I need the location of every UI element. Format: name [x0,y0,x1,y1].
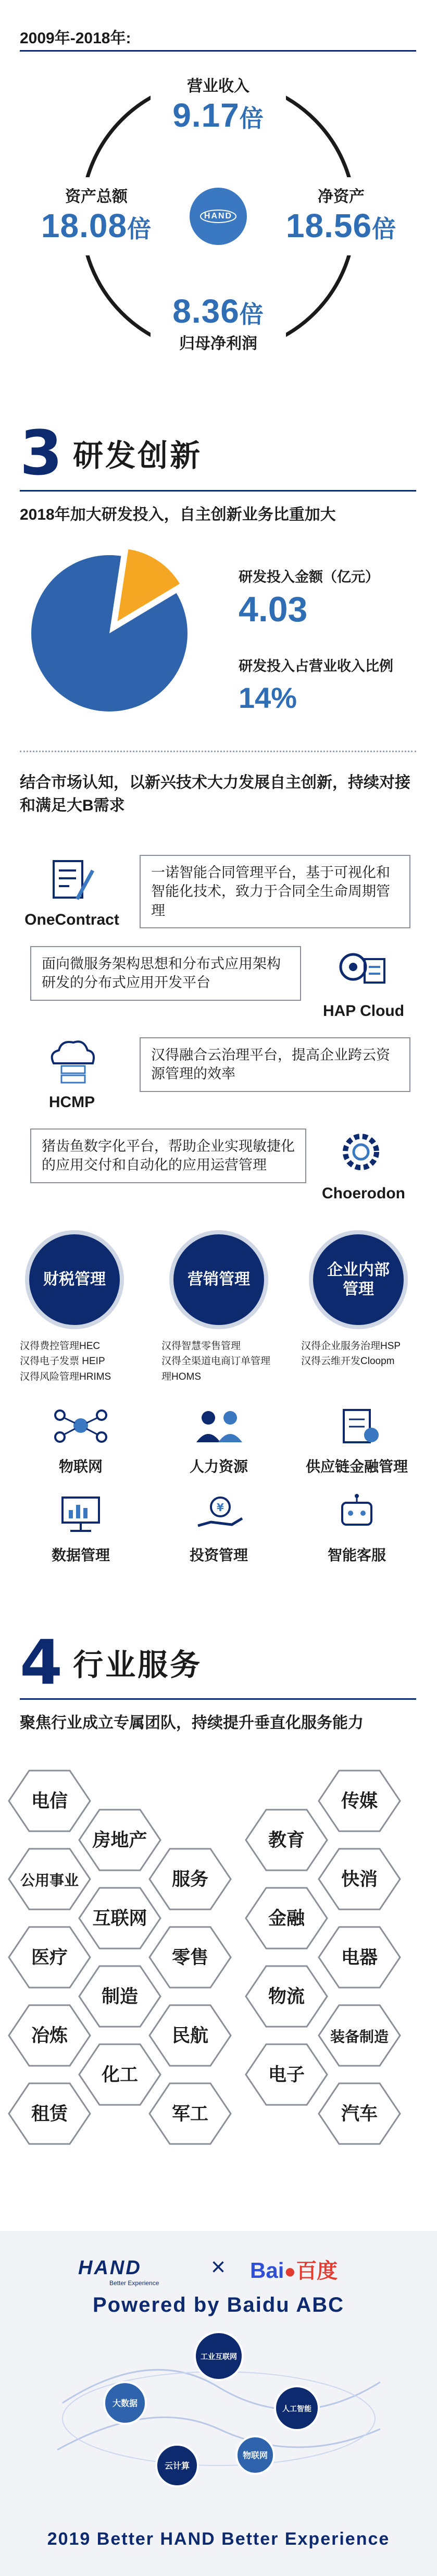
stat-revenue [135,73,302,134]
stat-label: 归母净利润 [179,335,257,352]
divider [20,1698,416,1700]
category-list: 汉得费控管理HEC 汉得电子发票 HEIP 汉得风险管理HRIMS [20,1341,111,1382]
category-circle: 企业内部管理 [309,1230,408,1329]
industry-label: 装备制造 [330,2029,389,2045]
dotted-separator [20,751,416,752]
center-logo [190,188,247,245]
industry-label: 电子 [268,2065,305,2085]
category-list: 汉得企业服务治理HSP 汉得云维开发Cloopm [301,1341,401,1367]
module-label: 供应链金融管理 [305,1458,408,1475]
center-logo-text: HAND [204,212,233,220]
industry-hex [149,1849,231,1909]
module-supply-chain [294,1405,419,1476]
industry-hex [246,2044,327,2105]
rd-pie-chart [21,547,219,719]
section-intro: 结合市场认知，以新兴技术大力发展自主创新，持续对接和满足大B需求 [20,774,410,814]
period-label: 2009年-2018年: [20,30,131,47]
section-number: 4 [20,1626,63,1698]
industry-hex [79,2044,160,2105]
tech-node [156,2445,198,2486]
product-desc: 猪齿鱼数字化平台，帮助企业实现敏捷化的应用交付和自动化的应用运营管理 [30,1128,306,1183]
robot-icon [294,1493,419,1535]
stat-value: 9.17倍 [172,96,264,134]
section-number: 3 [20,417,63,489]
industry-label: 教育 [268,1830,305,1850]
module-label: 智能客服 [327,1547,386,1563]
industry-hex [79,1966,160,2027]
money-hand-icon [159,1493,279,1535]
industry-hex [9,1771,90,1831]
industry-label: 制造 [101,1986,139,2007]
tech-node-label: 大数据 [112,2399,138,2408]
module-hr [159,1405,279,1476]
tech-node [236,2436,274,2474]
cloud-gear-icon [332,943,390,996]
product-hcmp [20,1032,426,1115]
tech-node-label: 工业互联网 [201,2352,237,2361]
rd-ratio-label: 研发投入占营业收入比例 [239,658,393,674]
tech-node [195,2332,243,2380]
industry-hex [9,1927,90,1988]
gear-cog-icon [332,1126,390,1178]
industry-label: 医疗 [31,1947,68,1968]
industry-hex-grid [0,1757,437,2210]
tech-node [104,2382,146,2424]
section-title: 研发创新 [73,439,203,473]
data-screen-icon [21,1493,141,1535]
industry-label: 电器 [341,1947,378,1968]
section-4-header [20,1626,203,1698]
stat-net-assets [263,183,419,245]
slogan: 2019 Better HAND Better Experience [47,2529,390,2549]
industry-hex [9,1849,90,1909]
industry-hex [9,2005,90,2066]
module-investment [159,1493,279,1565]
divider [20,50,416,52]
stat-label: 营业收入 [187,78,249,95]
industry-label: 军工 [171,2104,209,2124]
svg-text:¥: ¥ [217,1501,224,1514]
rd-ratio-value: 14% [239,681,297,714]
industry-label: 互联网 [92,1908,147,1929]
industry-hex [319,1927,400,1988]
product-desc: 汉得融合云治理平台，提高企业跨云资源管理的效率 [140,1037,410,1092]
industry-label: 传媒 [341,1791,378,1811]
product-desc: 一诺智能合同管理平台，基于可视化和智能化技术，致力于合同全生命周期管理 [140,855,410,928]
industry-hex [246,1966,327,2027]
tech-node-label: 物联网 [242,2451,268,2460]
module-label: 物联网 [58,1458,103,1475]
industry-label: 化工 [101,2065,139,2085]
industry-label: 电信 [31,1791,68,1811]
product-name: HAP Cloud [322,1002,405,1020]
product-desc: 面向微服务架构思想和分布式应用架构研发的分布式应用开发平台 [30,946,301,1001]
industry-hex [149,1927,231,1988]
partner-baidu-logo: Bai●百度 [250,2258,338,2283]
iot-network-icon [21,1405,141,1446]
stat-value: 8.36倍 [172,292,264,330]
category-list: 汉得智慧零售管理 汉得全渠道电商订单管理 理HOMS [161,1341,271,1382]
people-icon [159,1405,279,1446]
industry-label: 零售 [171,1947,209,1968]
industry-label: 金融 [268,1908,305,1929]
module-label: 投资管理 [189,1547,248,1563]
stat-label: 资产总额 [65,188,128,205]
product-hap-cloud [20,941,426,1024]
industry-label: 服务 [171,1869,209,1890]
industry-hex [246,1888,327,1948]
industry-label: 汽车 [341,2104,378,2124]
industry-hex [246,1810,327,1870]
module-label: 数据管理 [51,1547,110,1563]
section-subtitle: 聚焦行业成立专属团队，持续提升垂直化服务能力 [20,1714,364,1732]
product-name: Choerodon [322,1185,405,1202]
category-circle: 财税管理 [25,1230,124,1329]
industry-hex [149,2083,231,2144]
rd-amount-label: 研发投入金额（亿元） [239,569,379,585]
industry-hex [79,1810,160,1870]
divider [20,490,416,492]
category-finance [20,1230,150,1384]
product-name: OneContract [24,911,119,928]
module-label: 人力资源 [189,1458,248,1475]
industry-hex [319,2083,400,2144]
industry-label: 租赁 [31,2104,68,2124]
partner-tagline: Better Experience [109,2279,159,2287]
industry-label: 房地产 [92,1830,147,1850]
supply-chain-icon [294,1405,419,1446]
category-circle: 营销管理 [169,1230,268,1329]
industry-label: 物流 [268,1986,305,2007]
industry-label: 冶炼 [31,2026,68,2046]
tech-node-label: 云计算 [164,2462,190,2471]
cloud-server-icon [43,1035,101,1087]
stat-value: 18.56倍 [285,207,397,244]
industry-label: 公用事业 [20,1872,79,1888]
tech-network [47,2325,391,2502]
rd-amount-value: 4.03 [239,590,308,629]
cross-sign: × [211,2253,226,2281]
module-data [21,1493,141,1565]
industry-hex [319,1771,400,1831]
category-internal [301,1230,431,1369]
industry-hex [9,2083,90,2144]
industry-hex [319,2005,400,2066]
tech-node-label: 人工智能 [282,2405,311,2413]
module-service [294,1493,419,1565]
contract-pen-icon [46,855,98,907]
product-onecontract [20,850,426,933]
stat-label: 净资产 [318,188,365,205]
product-choerodon [20,1123,426,1207]
stat-assets [21,183,172,245]
industry-hex [79,1888,160,1948]
baidu-paw-icon: ● [284,2261,296,2283]
industry-label: 快消 [341,1869,378,1890]
section-3-header [20,417,203,489]
tech-node [275,2386,319,2430]
category-marketing [161,1230,292,1384]
stat-value: 18.08倍 [41,207,152,244]
product-name: HCMP [48,1094,95,1111]
industry-hex [149,2005,231,2066]
industry-hex [319,1849,400,1909]
section-subtitle: 2018年加大研发投入，自主创新业务比重加大 [20,506,336,523]
powered-by: Powered by Baidu ABC [92,2293,345,2316]
module-iot [21,1405,141,1476]
partner-hand-logo: HAND Better Experience [78,2257,182,2287]
industry-label: 民航 [171,2026,209,2046]
section-title: 行业服务 [73,1648,203,1682]
stat-net-profit [135,292,302,353]
